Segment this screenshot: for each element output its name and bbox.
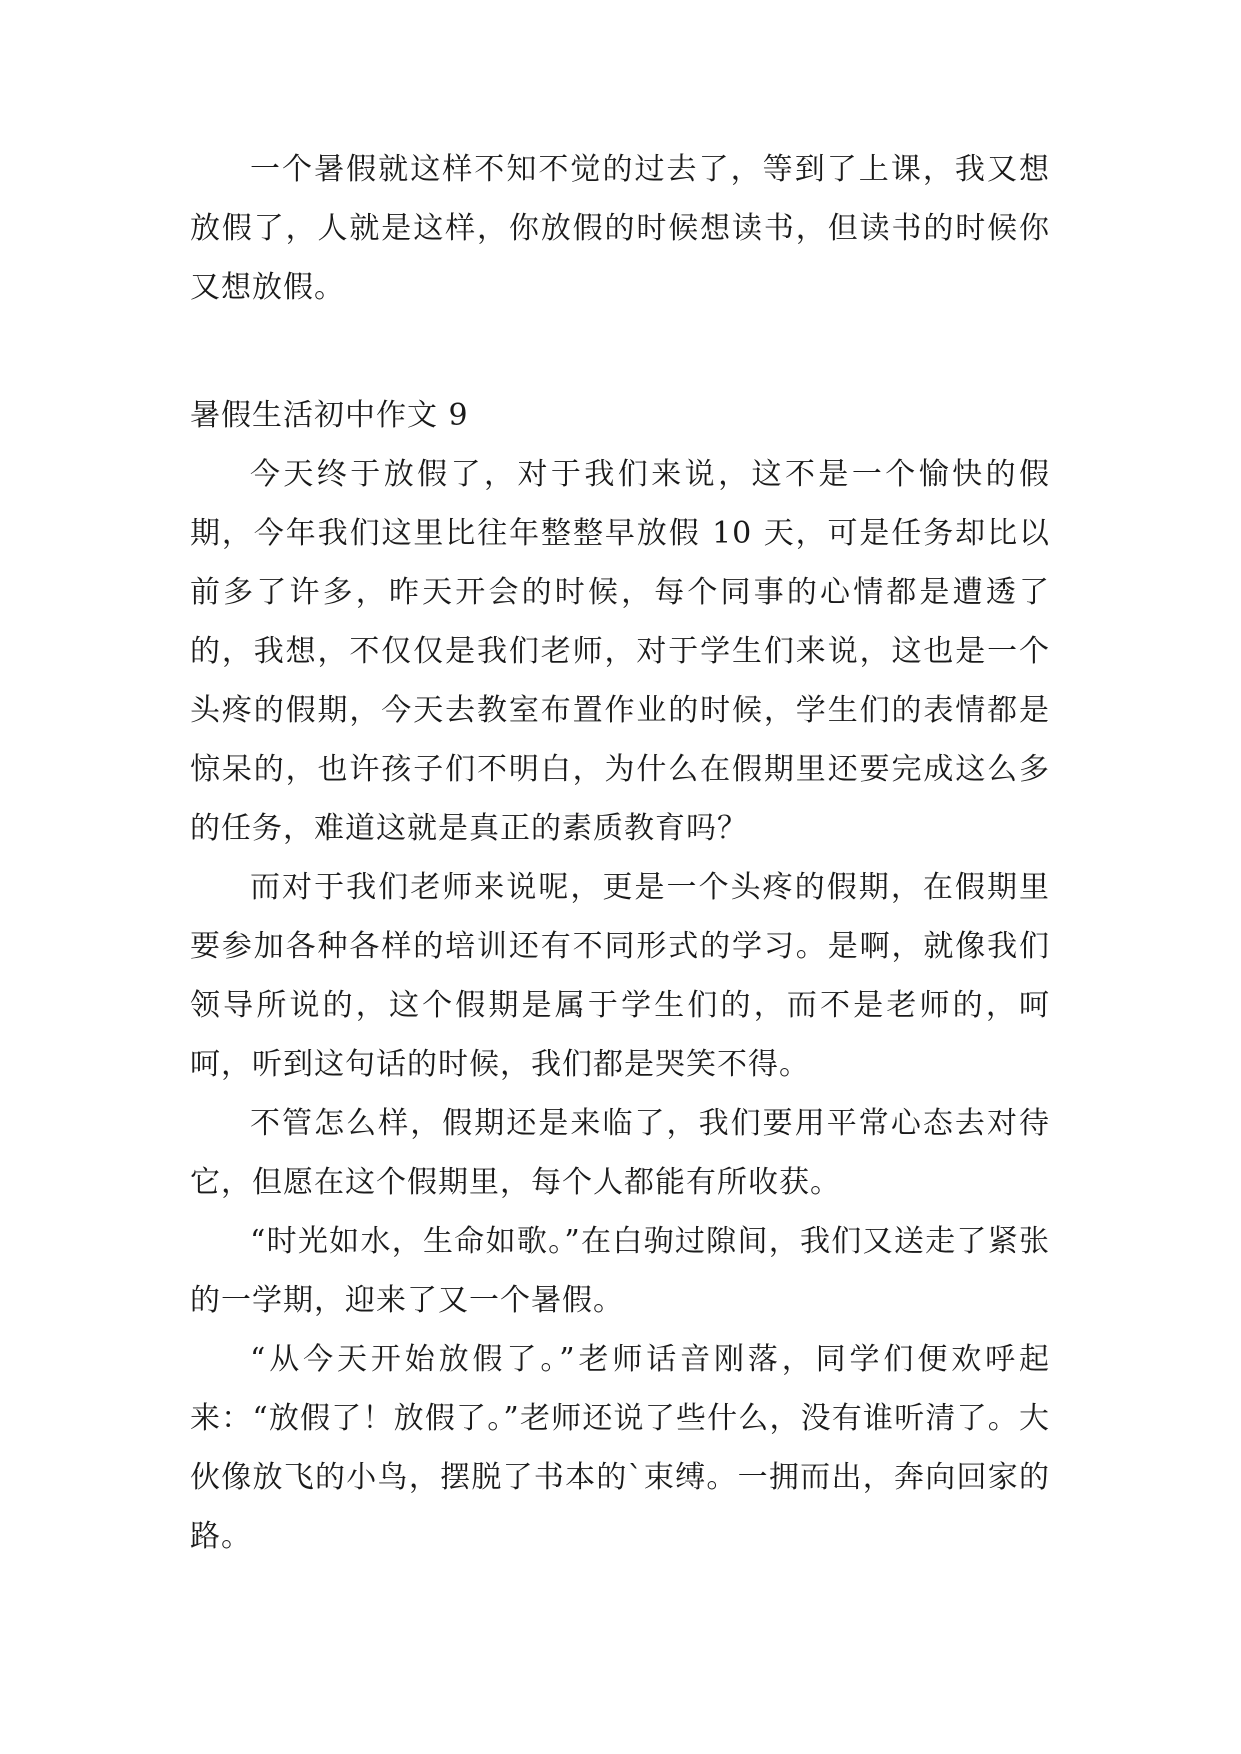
section-title: 暑假生活初中作文 9 xyxy=(190,398,469,433)
paragraph-3: 而对于我们老师来说呢，更是一个头疼的假期，在假期里要参加各种各样的培训还有不同形式的学习。是啊，就像我们领导所说的，这个假期是属于学生们的，而不是老师的，呵呵，听到这句话的时候，我们都是哭笑不得。 xyxy=(190,870,1050,1082)
paragraph-2: 今天终于放假了，对于我们来说，这不是一个愉快的假期，今年我们这里比往年整整早放假 10 天，可是任务却比以前多了许多，昨天开会的时候，每个同事的心情都是遭透了的，我想，不仅仅是我们老师，对于学生们来说，这也是一个头疼的假期，今天去教室布置作业的时候，学生们的表情都是惊呆的，也许孩子们不明白，为什么在假期里还要完成这么多的任务，难道这就是真正的素质教育吗？ xyxy=(190,457,1050,846)
paragraph-1: 一个暑假就这样不知不觉的过去了，等到了上课，我又想放假了，人就是这样，你放假的时候想读书，但读书的时候你又想放假。 xyxy=(190,152,1050,305)
paragraph-4: 不管怎么样，假期还是来临了，我们要用平常心态去对待它，但愿在这个假期里，每个人都能有所收获。 xyxy=(190,1106,1050,1200)
paragraph-5: “时光如水，生命如歌。”在白驹过隙间，我们又送走了紧张的一学期，迎来了又一个暑假。 xyxy=(190,1224,1050,1318)
paragraph-6: “从今天开始放假了。”老师话音刚落，同学们便欢呼起来：“放假了！放假了。”老师还说了些什么，没有谁听清了。大伙像放飞的小鸟，摆脱了书本的`束缚。一拥而出，奔向回家的路。 xyxy=(190,1342,1050,1554)
